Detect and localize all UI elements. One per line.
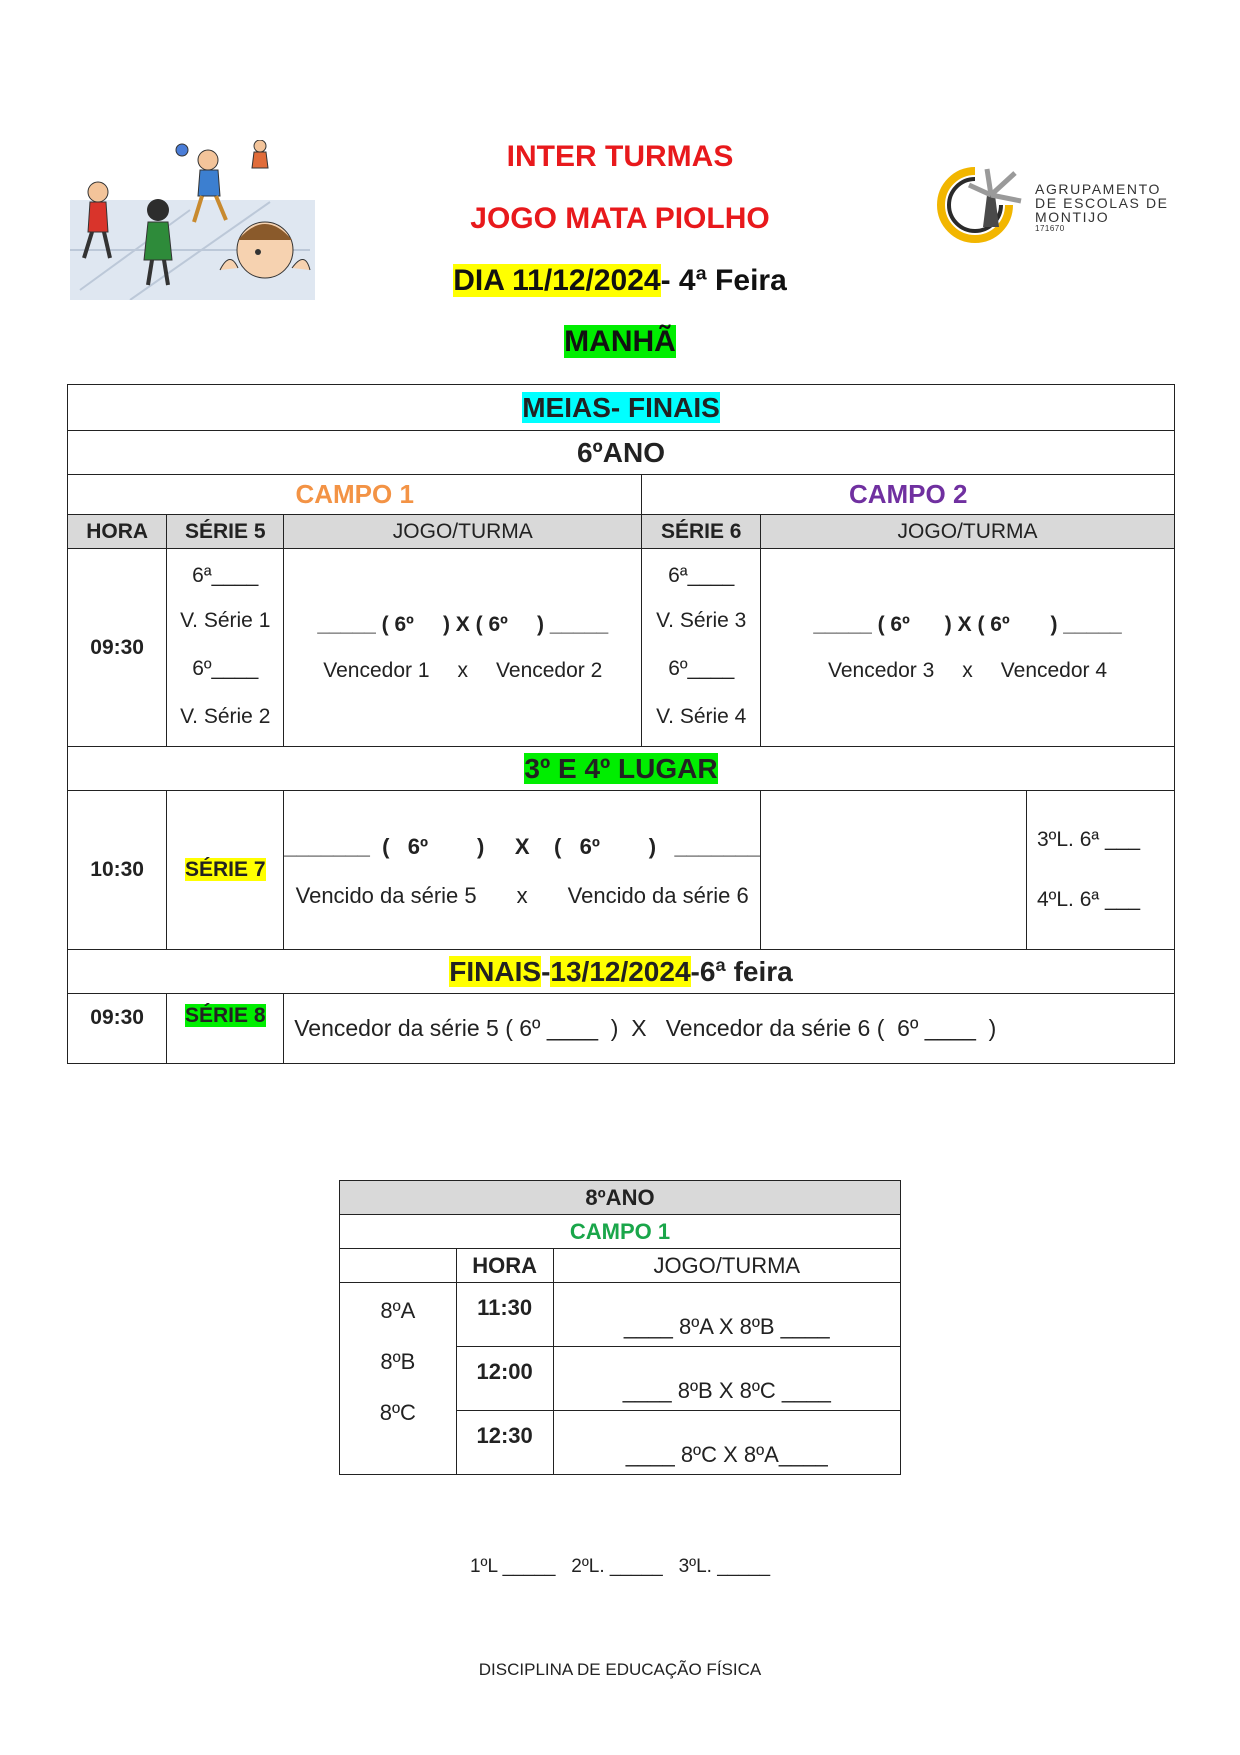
placement-results — [1026, 791, 1174, 949]
col-jogo-turma-8ano: JOGO/TURMA — [553, 1249, 900, 1283]
serie-5-teams — [167, 549, 284, 747]
final-hora: 09:30 — [68, 994, 167, 1064]
turma-8a: 8ºA — [380, 1298, 416, 1323]
year-6ano: 6ºANO — [68, 431, 1175, 475]
col-hora-8ano: HORA — [456, 1249, 553, 1283]
third-results-cell — [761, 791, 1175, 950]
serie-5-team-b: 6º____ — [192, 656, 259, 680]
serie-6-source-b: V. Série 4 — [656, 704, 747, 728]
page-title: INTER TURMAS — [506, 140, 734, 173]
col-serie-5: SÉRIE 5 — [167, 515, 284, 549]
serie-6-team-a: 6ª____ — [668, 563, 735, 587]
footer-text: DISCIPLINA DE EDUCAÇÃO FÍSICA — [478, 1660, 762, 1679]
logo-line-3: MONTIJO — [1035, 209, 1110, 225]
serie-5-source-a: V. Série 1 — [180, 608, 271, 632]
fourth-place-result: 4ºL. 6ª ___ — [1037, 888, 1141, 911]
game-1-hora: 11:30 — [456, 1283, 553, 1347]
placements-line: 1ºL _____ 2ºL. _____ 3ºL. _____ — [469, 1556, 771, 1577]
serie-7-label: SÉRIE 7 — [167, 791, 284, 950]
third-place-result: 3ºL. 6ª ___ — [1037, 828, 1141, 851]
semi-match-1-line: _____ ( 6º ) X ( 6º ) _____ — [317, 612, 609, 636]
game-3-hora: 12:30 — [456, 1411, 553, 1475]
col-hora: HORA — [68, 515, 167, 549]
period-label — [0, 325, 1240, 359]
game-2-hora: 12:00 — [456, 1347, 553, 1411]
col-serie-6: SÉRIE 6 — [642, 515, 761, 549]
turmas-list — [340, 1283, 457, 1475]
serie-5-team-a: 6ª____ — [192, 563, 259, 587]
campo-2-label: CAMPO 2 — [642, 475, 1175, 515]
year-8ano: 8ºANO — [340, 1181, 901, 1215]
serie-6-source-a: V. Série 3 — [656, 608, 747, 632]
third-match-sub: Vencido da série 5 x Vencido da série 6 — [295, 883, 749, 908]
serie-5-source-b: V. Série 2 — [180, 704, 271, 728]
event-date — [0, 264, 1240, 298]
weekday: - 4ª Feira — [660, 264, 787, 297]
section-semifinals: MEIAS- FINAIS — [68, 385, 1175, 431]
campo-1-label: CAMPO 1 — [68, 475, 642, 515]
semi-match-2-sub: Vencedor 3 x Vencedor 4 — [828, 658, 1108, 682]
semi-hora: 09:30 — [68, 549, 167, 747]
section-finals: FINAIS-13/12/2024-6ª feira — [68, 950, 1175, 994]
logo-line-2: DE ESCOLAS DE — [1035, 195, 1169, 211]
semi-match-1 — [284, 549, 642, 747]
serie-6-teams — [642, 549, 761, 747]
logo-line-1: AGRUPAMENTO — [1035, 181, 1161, 197]
final-match: Vencedor da série 5 ( 6º ____ ) X Vencedor da série 6 ( 6º ____ ) — [284, 994, 1175, 1064]
third-match — [284, 791, 761, 950]
turma-8c: 8ºC — [379, 1400, 416, 1425]
serie-6-team-b: 6º____ — [668, 656, 735, 680]
third-hora: 10:30 — [68, 791, 167, 950]
game-3-match: ____ 8ºC X 8ºA____ — [553, 1411, 900, 1475]
semi-match-2 — [761, 549, 1175, 747]
period-highlight: MANHÃ — [564, 325, 676, 358]
col-jogo-turma-1: JOGO/TURMA — [284, 515, 642, 549]
game-1-match: ____ 8ºA X 8ºB ____ — [553, 1283, 900, 1347]
semi-match-1-sub: Vencedor 1 x Vencedor 2 — [323, 658, 603, 682]
campo-1-8ano: CAMPO 1 — [340, 1215, 901, 1249]
semi-match-2-line: _____ ( 6º ) X ( 6º ) _____ — [813, 612, 1122, 636]
logo-code: 171670 — [1035, 224, 1065, 233]
section-third-place: 3º E 4º LUGAR — [68, 747, 1175, 791]
schedule-table-6ano — [67, 384, 1175, 1064]
game-2-match: ____ 8ºB X 8ºC ____ — [553, 1347, 900, 1411]
schedule-table-8ano — [339, 1180, 901, 1475]
third-match-line: _______ ( 6º ) X ( 6º ) _______ — [284, 834, 761, 859]
date-highlight: DIA 11/12/2024 — [453, 264, 661, 297]
col-jogo-turma-2: JOGO/TURMA — [761, 515, 1175, 549]
page-subtitle: JOGO MATA PIOLHO — [470, 202, 770, 235]
serie-8-label: SÉRIE 8 — [167, 994, 284, 1064]
turma-8b: 8ºB — [380, 1349, 416, 1374]
